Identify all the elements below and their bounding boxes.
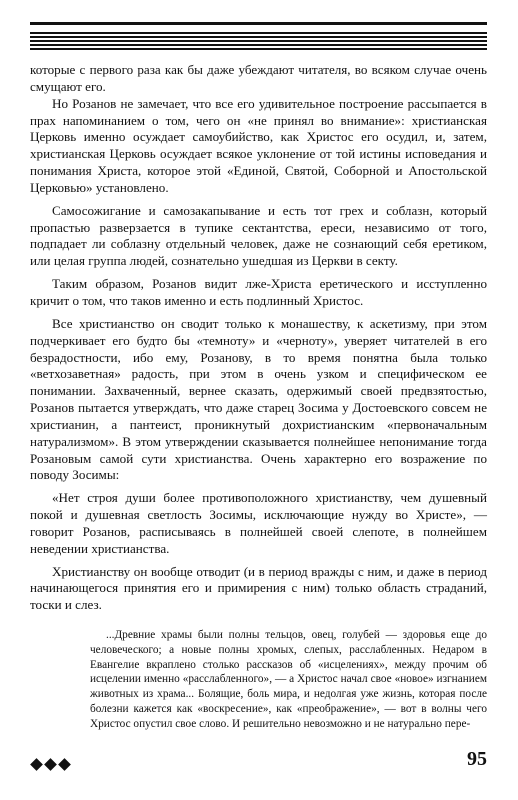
diamond-icon	[58, 758, 71, 771]
diamond-icon	[30, 758, 43, 771]
paragraph: Но Розанов не замечает, что все его удивительное построение рассыпается в прах напоминанием о том, чего он «не принял во внимание»: христианская Церковь именно осуждает самоубийство, как Христос его осудил, и, затем, христианская Церковь осуждает всякое уклонение от той истины исповедания и понимания Христа, которое этой «Единой, Святой, Соборной и Апостольской Церковью» установлено.	[30, 95, 487, 195]
header-rule	[30, 22, 487, 25]
page-number: 95	[467, 748, 487, 770]
header-striped-band	[30, 32, 487, 52]
block-quote	[90, 628, 487, 732]
quote-text: ...Древние храмы были полны тельцов, овец, голубей — здоровья еще до человеческого; а новые полны хромых, слепых, расслабленных. Недаром в Евангелие вкраплено столько рассказов об «исцелениях», между прочим об исцелении именно «расслабленного», — а Христос начал свое «новое» изгнанием животных из храма... Болящие, боль мира, и недолгая уже жизнь, которая после болезни кажется как «воскресение», как «преображение», — вот в волны чего Христос опустил свое слово. И решительно невозможно и не натурально пере-	[90, 629, 487, 730]
footer-ornament	[31, 760, 70, 769]
paragraph: Христианству он вообще отводит (и в период вражды с ним, и даже в период начинающегося принятия его и примирения с ним) только область страданий, тоски и слез.	[30, 563, 487, 613]
paragraph: Таким образом, Розанов видит лже-Христа еретического и исступленно кричит о том, что таков именно и есть подлинный Христос.	[30, 276, 487, 308]
body-text	[30, 62, 487, 614]
paragraph: «Нет строя души более противоположного христианству, чем душевный покой и душевная светлость Зосимы, исключающие нужду во Христе», — говорит Розанов, расписываясь в полнейшей своей слепоте, в полнейшем неведении христианства.	[30, 490, 487, 556]
paragraph: которые с первого раза как бы даже убеждают читателя, во всяком случае очень смущают его.	[30, 62, 487, 94]
paragraph: Самосожигание и самозакапывание и есть тот грех и соблазн, который пропастью разверзается в тупике сектантства, ереси, независимо от того, подпадает ли соблазну отдельный человек, даже не сознающий себя еретиком, или целая группа людей, сознательно ушедшая из Церкви в секту.	[30, 202, 487, 269]
diamond-icon	[44, 758, 57, 771]
paragraph: Все христианство он сводит только к монашеству, к аскетизму, при этом подчеркивает его будто бы «темноту» и «черноту», уверяет читателей в его безрадостности, ибо ему, Розанову, в то время понятна была только «ветхозаветная» радость, при этом в очень узком и специфическом ее понимании. Захваченный, вернее сказать, одержимый своей предвзятостью, Розанов пытается утверждать, что даже старец Зосима у Достоевского совсем не христианин, а пантеист, проникнутый дохристианским «первоначальным натурализмом». В этом утверждении сказывается полнейшее непонимание тогда Розановым самой сути христианства. Очень характерно его возражение по поводу Зосимы:	[30, 315, 487, 483]
